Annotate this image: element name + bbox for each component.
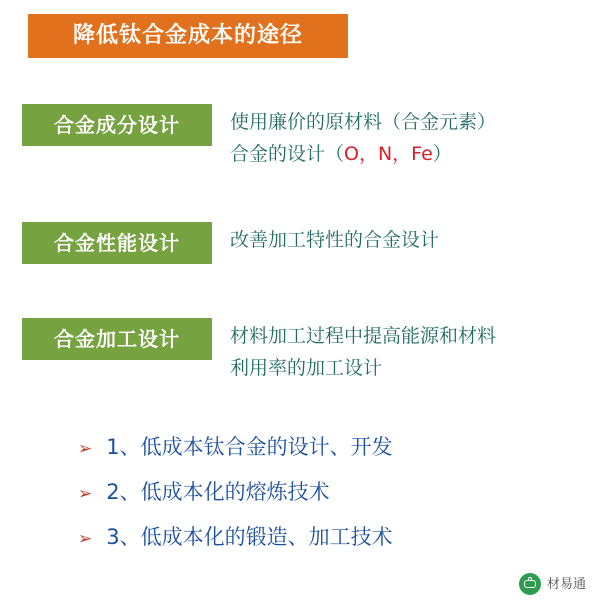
row-label-text: 合金加工设计	[54, 327, 180, 351]
list-item	[78, 481, 558, 504]
row-label-text: 合金性能设计	[54, 231, 180, 255]
row-line-text: 材料加工过程中提高能源和材料	[230, 325, 497, 347]
list-item	[78, 526, 558, 549]
row-label-chip	[22, 222, 212, 264]
row-label-text: 合金成分设计	[54, 113, 180, 137]
content-row	[22, 318, 496, 384]
watermark-badge	[519, 573, 586, 595]
row-body	[230, 222, 439, 256]
row-label-chip	[22, 104, 212, 146]
row-line-suffix: ）	[432, 143, 452, 165]
row-line-text: 使用廉价的原材料（合金元素）	[230, 111, 497, 133]
row-line	[230, 224, 439, 256]
content-row	[22, 222, 439, 264]
row-line-text: 利用率的加工设计	[230, 357, 383, 379]
list-item-label: 3、低成本化的锻造、加工技术	[106, 525, 393, 550]
arrow-bullet-icon: ➢	[78, 484, 93, 505]
list-item	[78, 436, 558, 459]
row-body	[230, 318, 496, 384]
row-line	[230, 106, 496, 138]
arrow-bullet-icon: ➢	[78, 529, 93, 550]
row-line-highlight: O，N，Fe	[344, 143, 433, 165]
row-label-chip	[22, 318, 212, 360]
row-line-text: 改善加工特性的合金设计	[230, 229, 440, 251]
list-item-label: 1、低成本钛合金的设计、开发	[106, 435, 393, 459]
slide-title-banner	[28, 14, 348, 58]
arrow-bullet-icon: ➢	[78, 439, 93, 459]
content-row	[22, 104, 496, 170]
bullet-list	[78, 436, 558, 571]
page-title: 降低钛合金成本的途径	[72, 23, 303, 48]
row-body	[230, 104, 496, 170]
row-line	[230, 352, 496, 384]
row-line	[230, 320, 496, 352]
row-line-text: 合金的设计（	[230, 143, 345, 165]
row-line	[230, 138, 496, 170]
wechat-account-icon	[519, 573, 541, 595]
watermark-label: 材易通	[546, 576, 586, 592]
list-item-label: 2、低成本化的熔炼技术	[106, 480, 330, 505]
